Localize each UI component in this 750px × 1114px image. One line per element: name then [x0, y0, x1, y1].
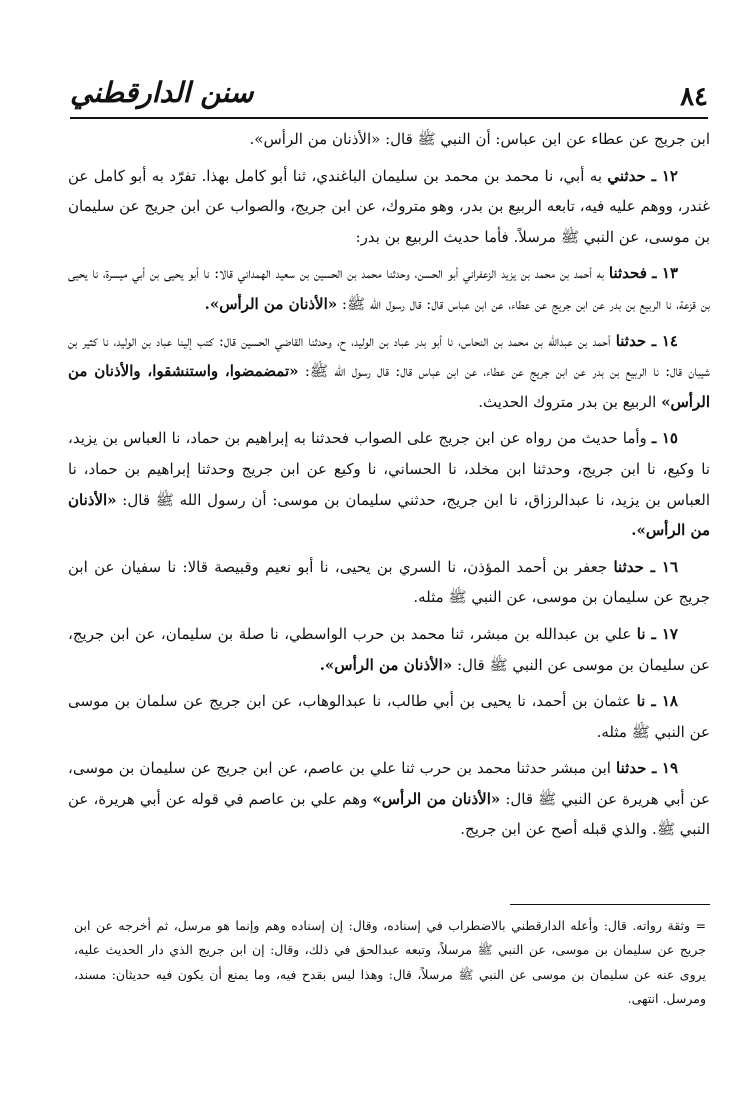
header-divider: [70, 117, 708, 119]
hadith-quote: «تمضمضوا، واستنشقوا، والأذنان من الرأس»: [68, 362, 710, 411]
hadith-text-tail: وهم علي بن عاصم في قوله عن أبي هريرة، عن النبي ﷺ. والذي قبله أصح عن ابن جريج.: [68, 789, 710, 839]
hadith-text: به أحمد بن محمد بن يزيد الزعفراني أبو الحسن، وحدثنا محمد بن الحسين بن سعيد الهمداني قالا: نا أبو يحيى بن أبي ميسرة، نا يحيى بن قزعة، نا الربيع بن بدر عن ابن جريج عن عطاء، عن ابن عباس قال: قال رسول الله ﷺ:: [68, 264, 710, 313]
hadith-13: [68, 258, 710, 319]
footnote-section: [74, 914, 706, 1011]
hadith-text: وأما حديث من رواه عن ابن جريج على الصواب فحدثنا به إبراهيم بن حماد، نا العباس بن يزيد، نا وكيع، نا ابن جريج، وحدثنا ابن مخلد، نا الحساني، نا وكيع عن ابن جريج وحدثنا إبراهيم بن حماد، نا العباس بن يزيد، نا عبدالرزاق، نا ابن جريج، حدثني سليمان بن موسى: أن رسول الله ﷺ قال:: [68, 429, 710, 509]
hadith-number: ١٩ ـ حدثنا: [616, 759, 679, 778]
hadith-16: [68, 552, 710, 613]
hadith-text: علي بن عبدالله بن مبشر، ثنا محمد بن حرب الواسطي، نا صلة بن سليمان، عن ابن جريج، عن سليمان بن موسى عن النبي ﷺ قال:: [68, 624, 710, 674]
hadith-15: [68, 423, 710, 545]
hadith-number: ١٦ ـ حدثنا: [613, 557, 679, 576]
hadith-text: به أبي، نا محمد بن محمد بن سليمان الباغندي، ثنا أبو كامل بهذا. تفرّد به أبو كامل عن غندر، ووهم عليه فيه، تابعه الربيع بن بدر، وهو متروك، عن ابن جريج، والصواب عن ابن جريج عن سليمان بن موسى، عن النبي ﷺ مرسلاً. فأما حديث الربيع بن بدر:: [68, 166, 710, 246]
main-text: [68, 124, 710, 845]
hadith-number: ١٤ ـ حدثنا: [615, 331, 678, 350]
footnote-text: = وثقة رواته. قال: وأعله الدارقطني بالاضطراب في إسناده، وقال: إن إسناده وهم وإنما هو مرسل، ثم أخرجه عن ابن جريج عن سليمان بن موسى، عن النبي ﷺ مرسلاً، وتبعه عبدالحق في ذلك، وقال: إن ابن جريج الذي دار الحديث عليه، يروى عنه عن سليمان بن موسى عن النبي ﷺ مرسلاً، قال: وهذا ليس بقدح فيه، وما يمنع أن يكون فيه حديثان: مسند، ومرسل. انتهى.: [74, 918, 706, 1006]
hadith-17: [68, 619, 710, 680]
footnote-divider: [510, 904, 710, 905]
hadith-number: ١٣ ـ فحدثنا: [608, 264, 679, 283]
hadith-text: أحمد بن عبدالله بن محمد بن النحاس، نا أبو بدر عباد بن الوليد، ح، وحدثنا القاضي الحسين قال: كتب إلينا عباد بن الوليد، نا كثير بن شيبان قال: نا الربيع بن بدر عن ابن جريج عن عطاء، عن ابن عباس قال: قال رسول الله ﷺ:: [68, 331, 710, 381]
hadith-text: جعفر بن أحمد المؤذن، نا السري بن يحيى، نا أبو نعيم وقبيصة قالا: نا سفيان عن ابن جريج عن سليمان بن موسى، عن النبي ﷺ مثله.: [68, 557, 710, 607]
hadith-quote: «الأذنان من الرأس».: [204, 294, 338, 313]
hadith-text: ابن مبشر حدثنا محمد بن حرب ثنا علي بن عاصم، عن ابن جريج عن سليمان بن موسى، عن أبي هريرة عن النبي ﷺ قال:: [68, 759, 710, 808]
book-title: سنن الدارقطني: [70, 76, 254, 109]
hadith-quote: «الأذنان من الرأس».: [68, 490, 710, 540]
hadith-quote: «الأذنان من الرأس».: [319, 655, 453, 674]
page-number: ٨٤: [680, 82, 708, 112]
hadith-text-tail: الربيع بن بدر متروك الحديث.: [478, 392, 662, 411]
hadith-number: ١٨ ـ نا: [636, 692, 678, 711]
hadith-14: [68, 326, 710, 418]
hadith-number: ١٥ ـ: [651, 429, 678, 448]
hadith-19: [68, 753, 710, 845]
hadith-12: [68, 161, 710, 253]
hadith-number: ١٧ ـ نا: [636, 624, 678, 643]
hadith-quote: «الأذنان من الرأس»: [372, 789, 501, 808]
hadith-18: [68, 686, 710, 747]
paragraph-continuation: [68, 124, 710, 155]
paragraph-text: ابن جريج عن عطاء عن ابن عباس: أن النبي ﷺ قال: «الأذنان من الرأس».: [249, 130, 710, 148]
hadith-text: عثمان بن أحمد، نا يحيى بن أبي طالب، نا عبدالوهاب، عن ابن جريج عن سلمان بن موسى عن النبي ﷺ مثله.: [68, 692, 710, 741]
hadith-number: ١٢ ـ حدثني: [607, 166, 678, 185]
page-header: [70, 76, 708, 116]
